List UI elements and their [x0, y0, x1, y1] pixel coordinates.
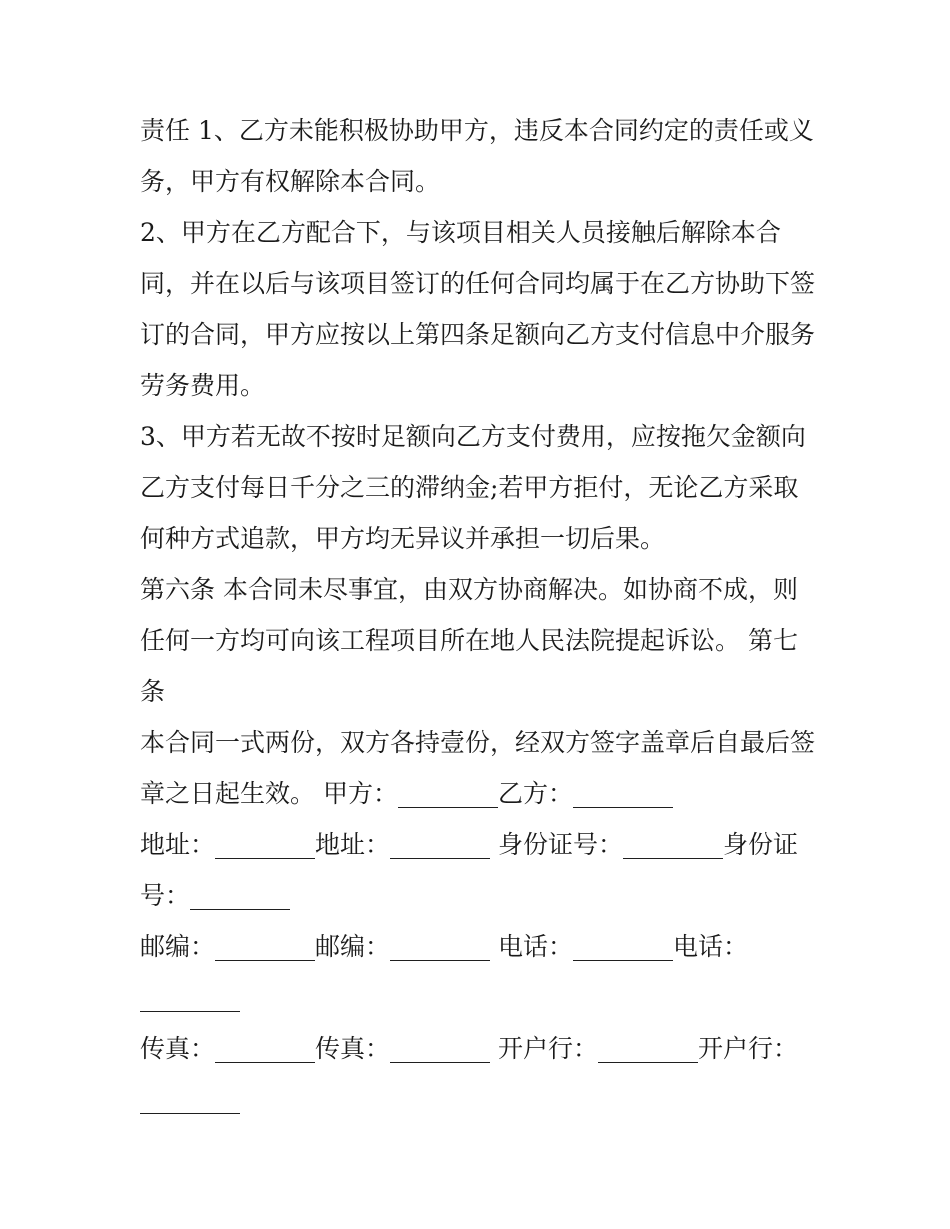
text-line: 地址：________地址：________ 身份证号：________身份证: [140, 830, 798, 859]
text-line: 订的合同，甲方应按以上第四条足额向乙方支付信息中介服务: [140, 320, 816, 349]
text-line: 3、甲方若无故不按时足额向乙方支付费用，应按拖欠金额向: [140, 422, 806, 451]
contract-text: [140, 105, 820, 1125]
text-line: 传真：________传真：________ 开户行：________开户行：: [140, 1034, 798, 1063]
text-line: 任何一方均可向该工程项目所在地人民法院提起诉讼。 第七: [140, 626, 798, 655]
text-line: 号：________: [140, 881, 291, 910]
text-line: ________: [140, 983, 240, 1012]
text-line: 责任 1、乙方未能积极协助甲方，违反本合同约定的责任或义: [140, 116, 814, 145]
text-line: 何种方式追款，甲方均无异议并承担一切后果。: [140, 524, 666, 553]
text-line: 本合同一式两份，双方各持壹份，经双方签字盖章后自最后签: [140, 728, 816, 757]
text-line: 2、甲方在乙方配合下，与该项目相关人员接触后解除本合: [140, 218, 781, 247]
text-line: 乙方支付每日千分之三的滞纳金;若甲方拒付，无论乙方采取: [140, 473, 799, 502]
text-line: ________: [140, 1085, 240, 1114]
text-line: 同，并在以后与该项目签订的任何合同均属于在乙方协助下签: [140, 269, 816, 298]
text-line: 章之日起生效。 甲方：________乙方：________: [140, 779, 673, 808]
text-line: 条: [140, 677, 166, 706]
text-line: 邮编：________邮编：________ 电话：________电话：: [140, 932, 748, 961]
text-line: 务，甲方有权解除本合同。: [140, 167, 441, 196]
text-line: 第六条 本合同未尽事宜，由双方协商解决。如协商不成，则: [140, 575, 798, 604]
text-line: 劳务费用。: [140, 371, 266, 400]
